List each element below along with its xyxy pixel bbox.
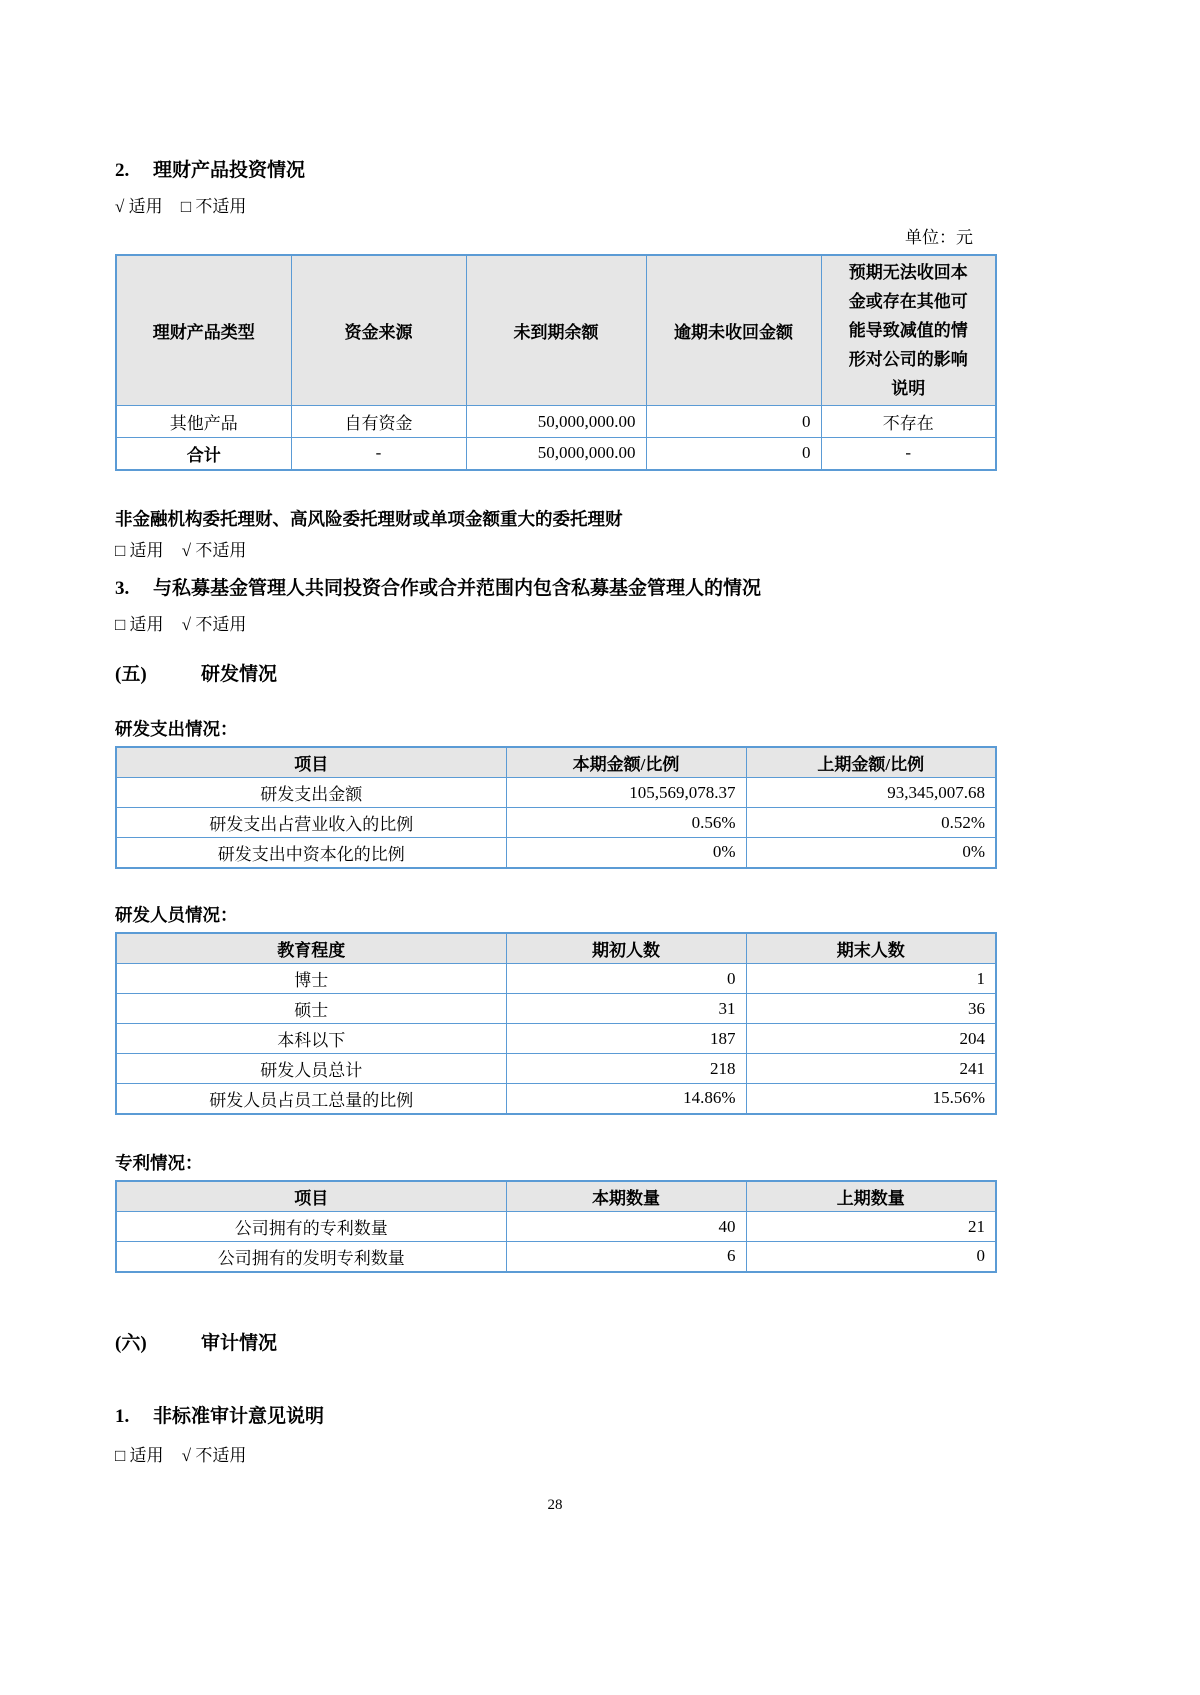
table-cell: 50,000,000.00 [466, 406, 646, 438]
table-header-cell: 上期金额/比例 [746, 747, 996, 778]
table-cell: 合计 [116, 438, 291, 470]
table-cell: 15.56% [746, 1084, 996, 1114]
table-row [116, 838, 996, 868]
section-number: 2. [115, 160, 130, 181]
check-icon: √ [181, 614, 192, 634]
table-row [116, 1084, 996, 1114]
unit-label: 单位：元 [905, 228, 973, 247]
label-rd-staff: 研发人员情况： [115, 904, 238, 925]
check-icon: √ [115, 197, 125, 216]
table-cell: 研发人员占员工总量的比例 [116, 1084, 506, 1114]
section-heading-wealth-products [115, 158, 995, 183]
applicable-label: 适用 [129, 540, 164, 560]
section-heading-rd [115, 662, 995, 687]
section-number: (五) [115, 663, 147, 685]
table-cell: 31 [506, 994, 746, 1024]
section-heading-audit [115, 1331, 995, 1356]
table-cell: 93,345,007.68 [746, 778, 996, 808]
table-cell: 公司拥有的专利数量 [116, 1212, 506, 1242]
section-title: 理财产品投资情况 [153, 160, 306, 181]
label-rd-expense: 研发支出情况： [115, 718, 238, 739]
applicability-line [115, 196, 995, 218]
applicable-label: 适用 [129, 614, 164, 634]
checkbox-icon: □ [115, 540, 126, 560]
table-cell: 博士 [116, 964, 506, 994]
table-cell: 21 [746, 1212, 996, 1242]
table-cell: 6 [506, 1242, 746, 1272]
table-header-row [116, 1181, 996, 1212]
table-row [116, 1242, 996, 1272]
section-title: 审计情况 [201, 1332, 278, 1354]
applicability-line [115, 1445, 995, 1467]
table-cell: 不存在 [821, 406, 996, 438]
table-row [116, 778, 996, 808]
rd-expense-table [115, 746, 997, 869]
checkbox-icon: □ [180, 197, 192, 216]
section-title: 与私募基金管理人共同投资合作或合并范围内包含私募基金管理人的情况 [153, 577, 762, 599]
applicability-line [115, 614, 995, 636]
section-title: 研发情况 [201, 663, 278, 685]
table-cell: 0.52% [746, 808, 996, 838]
table-cell: 218 [506, 1054, 746, 1084]
patent-table [115, 1180, 997, 1273]
table-cell: 0 [506, 964, 746, 994]
table-header-cell: 教育程度 [116, 933, 506, 964]
table-header-cell: 期初人数 [506, 933, 746, 964]
not-applicable-label: 不适用 [195, 1445, 247, 1465]
table-cell: 187 [506, 1024, 746, 1054]
check-icon: √ [181, 540, 192, 560]
section-number: 1. [115, 1405, 130, 1427]
checkbox-icon: □ [115, 614, 126, 634]
section-heading-private-fund [115, 576, 995, 601]
section-number: (六) [115, 1332, 147, 1354]
table-cell: 40 [506, 1212, 746, 1242]
table-cell: 其他产品 [116, 406, 291, 438]
table-header-cell: 上期数量 [746, 1181, 996, 1212]
table-cell: 0% [746, 838, 996, 868]
table-row [116, 438, 996, 470]
table-row [116, 808, 996, 838]
table-cell: 自有资金 [291, 406, 466, 438]
not-applicable-label: 不适用 [195, 540, 247, 560]
applicable-label: 适用 [128, 197, 163, 216]
table-cell: 研发人员总计 [116, 1054, 506, 1084]
applicability-line [115, 540, 995, 562]
table-header-cell: 本期金额/比例 [506, 747, 746, 778]
table-cell: 硕士 [116, 994, 506, 1024]
table-cell: 0 [646, 438, 821, 470]
table-cell: 14.86% [506, 1084, 746, 1114]
table-cell: 本科以下 [116, 1024, 506, 1054]
label-patent: 专利情况： [115, 1152, 203, 1173]
table-header-cell: 资金来源 [291, 255, 466, 406]
applicable-label: 适用 [129, 1445, 164, 1465]
section-number: 3. [115, 577, 130, 599]
table-cell: 研发支出中资本化的比例 [116, 838, 506, 868]
checkbox-icon: □ [115, 1445, 126, 1465]
table-row [116, 1212, 996, 1242]
not-applicable-label: 不适用 [195, 614, 247, 634]
section-title: 非标准审计意见说明 [153, 1405, 325, 1427]
table-cell: 0 [646, 406, 821, 438]
wealth-products-table [115, 254, 997, 471]
subsection-heading-entrusted: 非金融机构委托理财、高风险委托理财或单项金额重大的委托理财 [115, 508, 623, 529]
table-row [116, 406, 996, 438]
page-number: 28 [547, 1496, 563, 1513]
rd-staff-table [115, 932, 997, 1115]
table-header-row [116, 255, 996, 406]
table-header-cell: 逾期未收回金额 [646, 255, 821, 406]
table-cell: 105,569,078.37 [506, 778, 746, 808]
table-cell: 研发支出金额 [116, 778, 506, 808]
table-cell: 研发支出占营业收入的比例 [116, 808, 506, 838]
table-header-cell: 本期数量 [506, 1181, 746, 1212]
not-applicable-label: 不适用 [195, 197, 247, 216]
table-header-row [116, 933, 996, 964]
table-cell: 241 [746, 1054, 996, 1084]
section-heading-audit-opinion [115, 1404, 995, 1429]
table-header-cell: 期末人数 [746, 933, 996, 964]
table-header-cell: 未到期余额 [466, 255, 646, 406]
table-row [116, 1054, 996, 1084]
table-header-row [116, 747, 996, 778]
table-header-cell: 项目 [116, 1181, 506, 1212]
table-cell: 1 [746, 964, 996, 994]
table-cell: 0% [506, 838, 746, 868]
table-cell: - [291, 438, 466, 470]
table-row [116, 1024, 996, 1054]
table-header-cell: 理财产品类型 [116, 255, 291, 406]
check-icon: √ [181, 1445, 192, 1465]
table-cell: 36 [746, 994, 996, 1024]
table-row [116, 994, 996, 1024]
table-header-cell: 预期无法收回本金或存在其他可能导致减值的情形对公司的影响说明 [821, 255, 996, 406]
table-row [116, 964, 996, 994]
table-cell: 50,000,000.00 [466, 438, 646, 470]
table-cell: 0 [746, 1242, 996, 1272]
table-cell: 0.56% [506, 808, 746, 838]
table-header-cell: 项目 [116, 747, 506, 778]
table-cell: 公司拥有的发明专利数量 [116, 1242, 506, 1272]
table-cell: - [821, 438, 996, 470]
table-cell: 204 [746, 1024, 996, 1054]
